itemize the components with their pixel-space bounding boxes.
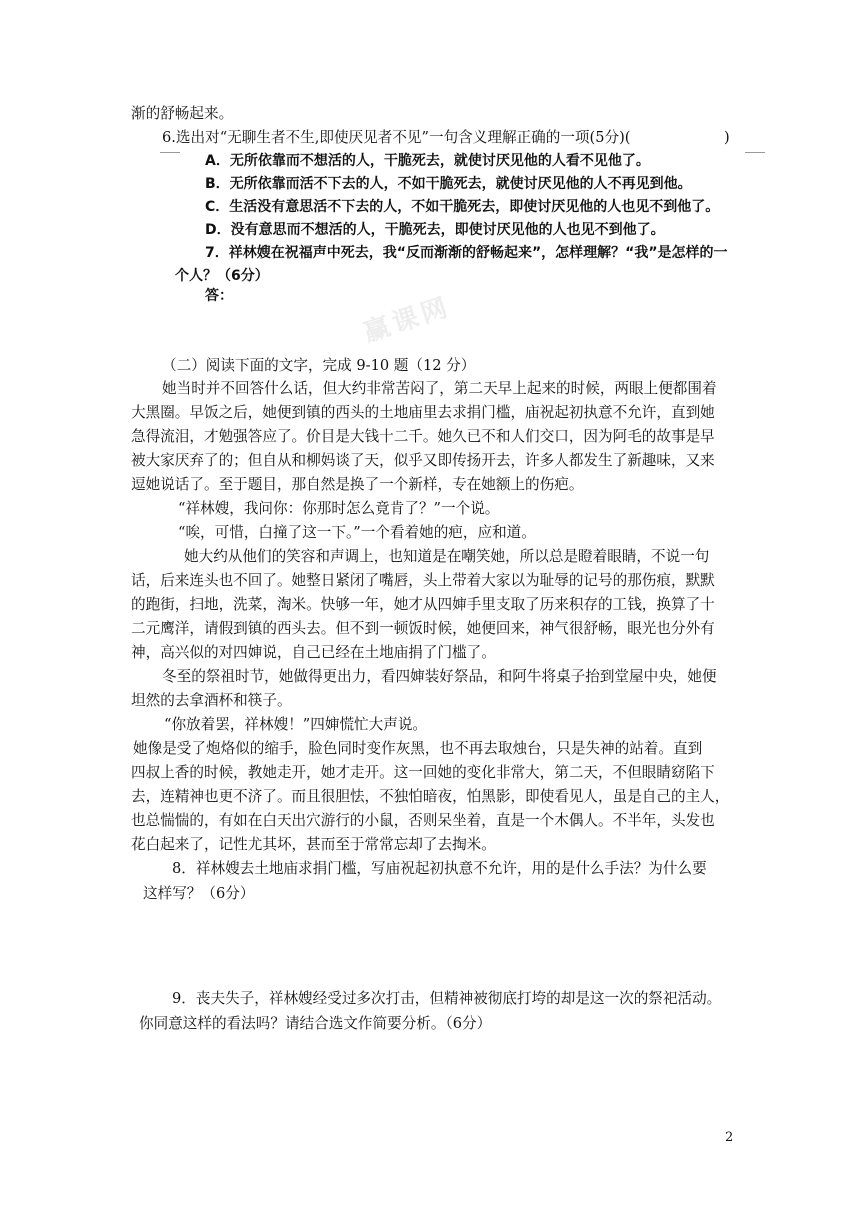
passage-line: 四叔上香的时候，教她走开，她才走开。这一回她的变化非常大，第二天，不但眼睛窈陷下 bbox=[131, 764, 715, 781]
passage-line: 话，后来连头也不回了。她整日紧闭了嘴唇，头上带着大家以为耻辱的记号的那伤痕，默默 bbox=[131, 572, 715, 589]
watermark-logo: 赢课网 bbox=[359, 291, 455, 349]
passage-line: 急得流泪，才勉强答应了。价目是大钱十二千。她久已不和人们交口，因为阿毛的故事是早 bbox=[131, 428, 715, 445]
passage-line: 她当时并不回答什么话，但大约非常苦闷了，第二天早上起来的时候，两眼上便都围着 bbox=[162, 380, 717, 397]
answer-label: 答： bbox=[205, 288, 233, 304]
question-6: 6.选出对“无聊生者不生,即使厌见者不见”一句含义理解正确的一项(5分)( bbox=[162, 129, 631, 146]
question-9-cont: 你同意这样的看法吗？请结合选文作简要分析。（6分） bbox=[139, 1015, 492, 1032]
passage-line: 坦然的去拿酒杯和筷子。 bbox=[131, 692, 292, 709]
passage-line: 去，连精神也更不济了。而且很胆怯，不独怕暗夜，怕黑影，即使看见人，虽是自己的主人， bbox=[131, 788, 730, 805]
question-7: 7．祥林嫂在祝福声中死去，我“反而渐渐的舒畅起来”，怎样理解？“我”是怎样的一 bbox=[205, 245, 728, 261]
passage-line: “唉，可惜，白撞了这一下。”一个看着她的疤，应和道。 bbox=[178, 524, 536, 541]
divider-mark bbox=[745, 152, 765, 153]
passage-line: 她大约从他们的笑容和声调上，也知道是在嘲笑她，所以总是瞪着眼睛，不说一句 bbox=[184, 548, 710, 565]
passage-line: 大黑圈。早饭之后，她便到镇的西头的土地庙里去求捐门槛，庙祝起初执意不允许，直到她 bbox=[131, 404, 715, 421]
passage-line: 的跑街，扫地，洗菜，淘米。快够一年，她才从四婶手里支取了历来积存的工钱，换算了十 bbox=[131, 596, 715, 613]
passage-line: 二元鹰洋，请假到镇的西头去。但不到一顿饭时候，她便回来，神气很舒畅，眼光也分外有 bbox=[131, 620, 715, 637]
passage-line: 她像是受了炮烙似的缩手，脸色同时变作灰黑，也不再去取烛台，只是失神的站着。直到 bbox=[133, 740, 703, 757]
passage-line: 冬至的祭祖时节，她做得更出力，看四婶装好祭品，和阿牛将桌子抬到堂屋中央，她便 bbox=[162, 668, 717, 685]
option-d: D．没有意思而不想活的人，干脆死去，即使讨厌见他的人也见不到他了。 bbox=[205, 222, 665, 238]
passage-line: 花白起来了，记性尤其坏，甚而至于常常忘却了去掏米。 bbox=[131, 836, 496, 853]
passage-line: “祥林嫂，我问你：你那时怎么竟肯了？”一个说。 bbox=[178, 500, 500, 517]
passage-line: 逗她说话了。至于题目，那自然是换了一个新样，专在她额上的伤疤。 bbox=[131, 476, 584, 493]
passage-line: 神，高兴似的对四婶说，自己已经在土地庙捐了门槛了。 bbox=[131, 644, 496, 661]
section-heading: （二）阅读下面的文字，完成 9-10 题（12 分） bbox=[162, 357, 476, 374]
option-a: A．无所依靠而不想活的人，干脆死去，就使讨厌见他的人看不见他了。 bbox=[205, 153, 650, 169]
text-line: 渐的舒畅起来。 bbox=[131, 105, 234, 122]
page-number: 2 bbox=[725, 1130, 734, 1145]
question-7-cont: 个人？（6分） bbox=[175, 268, 269, 284]
option-c: C．生活没有意思活不下去的人，不如干脆死去，即使讨厌见他的人也见不到他了。 bbox=[205, 199, 720, 215]
question-8: 8．祥林嫂去土地庙求捐门槛，写庙祝起初执意不允许，用的是什么手法？为什么要 bbox=[172, 860, 707, 877]
question-6-answer-bracket: ) bbox=[724, 129, 730, 146]
question-8-cont: 这样写？（6分） bbox=[143, 885, 255, 902]
passage-line: 也总惴惴的，有如在白天出穴游行的小鼠，否则呆坐着，直是一个木偶人。不半年，头发也 bbox=[131, 812, 715, 829]
passage-line: 被大家厌弃了的；但自从和柳妈谈了天，似乎又即传扬开去，许多人都发生了新趣味，又来 bbox=[131, 452, 715, 469]
passage-line: “你放着罢，祥林嫂！”四婶慌忙大声说。 bbox=[164, 716, 428, 733]
question-9: 9．丧夫失子，祥林嫂经受过多次打击，但精神被彻底打垮的却是这一次的祭祀活动。 bbox=[172, 990, 722, 1007]
option-b: B．无所依靠而活不下去的人，不如干脆死去，就使讨厌见他的人不再见到他。 bbox=[205, 176, 692, 192]
divider-mark bbox=[160, 152, 180, 153]
